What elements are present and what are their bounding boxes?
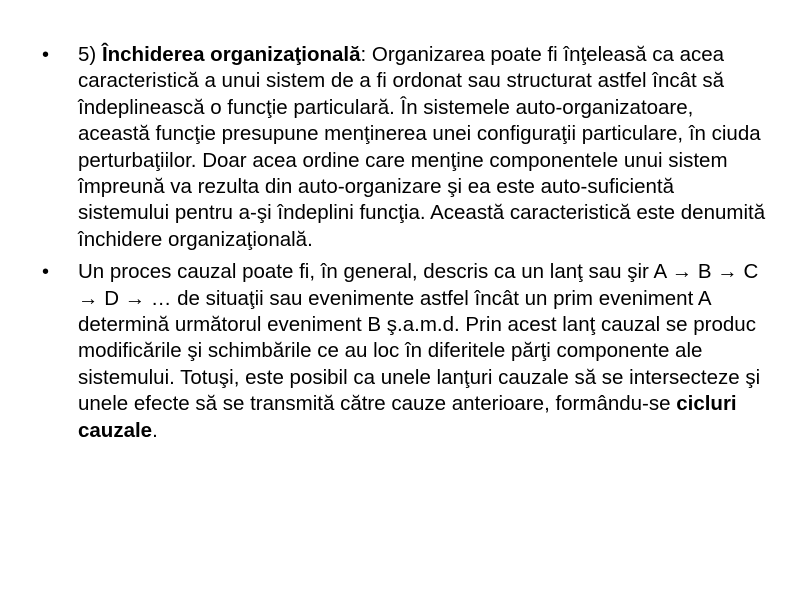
item-body-after: . <box>152 418 158 442</box>
bullet-icon: • <box>42 261 50 284</box>
item-body: : Organizarea poate fi înţeleasă ca acea caracteristică a unui sistem de a fi ordonat sau structurat astfel încât să îndeplinească o funcţie particulară. În sistemele auto-organizatoare, această funcţie presupune menţinerea unei configuraţii particulare, în ciuda perturbaţiilor. Doar acea ordine care menţine componentele unui sistem împreună va rezulta din auto-organizare şi ea este auto-suficientă sistemului pentru a-şi îndeplini funcţia. Această caracteristică este denumită închidere organizaţională. <box>78 43 766 251</box>
item-prefix: 5) <box>78 43 102 66</box>
term-organizational-closure: Închiderea organizaţională <box>101 43 361 66</box>
bullet-icon: • <box>42 44 50 66</box>
bullet-list <box>40 42 770 450</box>
bullet-item-causal-process <box>40 259 770 444</box>
item-body-before: Un proces cauzal poate fi, în general, descris ca un lanţ sau şir A → B → C → D → … de situaţii sau evenimente astfel încât un prim eveniment A determină următorul eveniment B ş.a.m.d. Prin acest lanţ cauzal se produc modificările şi schimbările ce au loc în diferitele părţi componente ale sistemului. Totuşi, este posibil ca unele lanţuri cauzale să se intersecteze şi unele efecte să se transmită către cauze anterioare, formându-se <box>78 260 761 416</box>
term-causal-cycles: cicluri cauzale <box>78 392 737 442</box>
bullet-item-organizational-closure <box>40 42 770 253</box>
